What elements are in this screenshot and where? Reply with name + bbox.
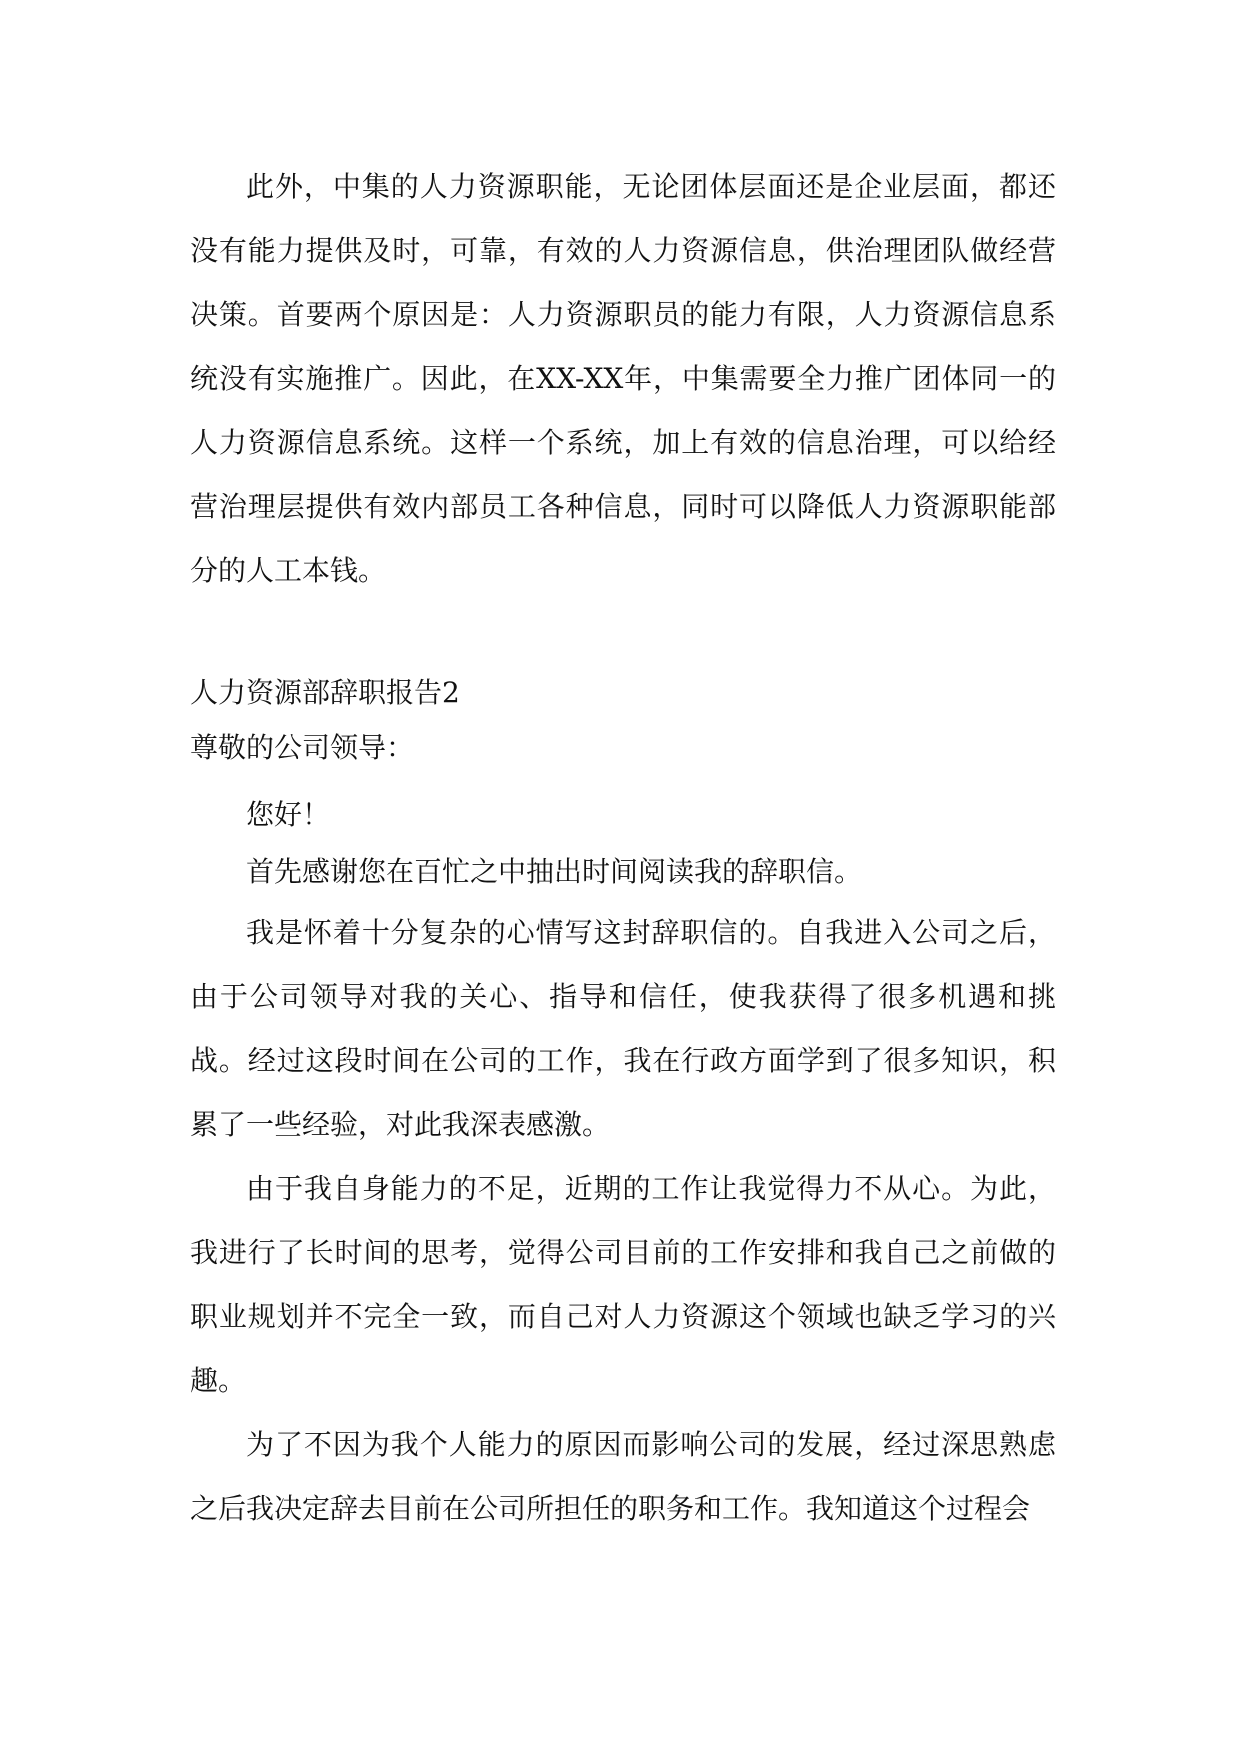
intro-paragraph: 此外，中集的人力资源职能，无论团体层面还是企业层面，都还没有能力提供及时，可靠，有效的人力资源信息，供治理团队做经营决策。首要两个原因是：人力资源职员的能力有限，人力资源信息系统没有实施推广。因此，在XX-XX年，中集需要全力推广团体同一的人力资源信息系统。这样一个系统，加上有效的信息治理，可以给经营治理层提供有效内部员工各种信息，同时可以降低人力资源职能部分的人工本钱。: [190, 170, 1056, 587]
letter-paragraph-4: 为了不因为我个人能力的原因而影响公司的发展，经过深思熟虑之后我决定辞去目前在公司所担任的职务和工作。我知道这个过程会: [190, 1428, 1056, 1525]
document-body: [190, 155, 1056, 1541]
letter-paragraph-2: 我是怀着十分复杂的心情写这封辞职信的。自我进入公司之后，由于公司领导对我的关心、指导和信任，使我获得了很多机遇和挑战。经过这段时间在公司的工作，我在行政方面学到了很多知识，积累了一些经验，对此我深表感激。: [190, 916, 1056, 1141]
section-title: 人力资源部辞职报告2: [190, 676, 460, 709]
salutation: 尊敬的公司领导：: [190, 731, 415, 764]
letter-paragraph-1: 首先感谢您在百忙之中抽出时间阅读我的辞职信。: [246, 855, 863, 888]
letter-paragraph-3: 由于我自身能力的不足，近期的工作让我觉得力不从心。为此，我进行了长时间的思考，觉得公司目前的工作安排和我自己之前做的职业规划并不完全一致，而自己对人力资源这个领域也缺乏学习的兴趣。: [190, 1172, 1056, 1397]
greeting: 您好！: [246, 798, 331, 831]
section-spacer: [190, 603, 1056, 665]
